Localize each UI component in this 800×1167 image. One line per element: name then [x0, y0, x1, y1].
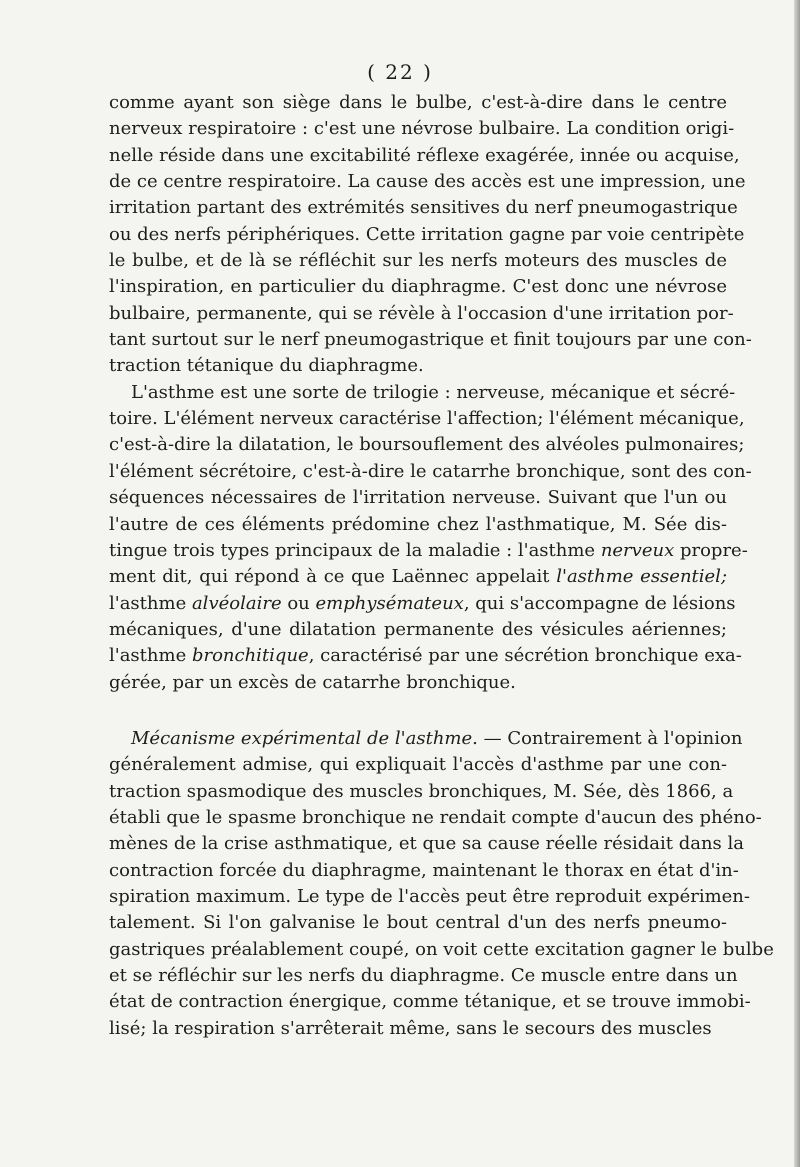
text-line: [109, 248, 727, 274]
text-line: [109, 222, 745, 248]
italic-text: l'asthme essentiel;: [556, 566, 728, 588]
text-line: [109, 752, 727, 778]
text-line: [109, 432, 745, 458]
text-run: l'asthme: [109, 592, 192, 614]
text-line: [109, 591, 736, 617]
text-line: [109, 512, 727, 538]
paragraph: [109, 726, 774, 1042]
text-line: [109, 195, 738, 221]
text-run: le bulbe, et de là se réfléchit sur les nerfs moteurs des muscles de: [109, 250, 727, 272]
body-text: [109, 90, 774, 1042]
text-run: nerveux respiratoire : c'est une névrose bulbaire. La condition origi-: [109, 118, 735, 140]
text-run: l'élément sécrétoire, c'est-à-dire le catarrhe bronchique, sont des con-: [109, 460, 752, 482]
text-line: [109, 143, 740, 169]
text-run: , qui s'accompagne de lésions: [463, 592, 736, 614]
text-line: [109, 274, 727, 300]
text-run: irritation partant des extrémités sensitives du nerf pneumogastrique: [109, 197, 738, 219]
text-line: [109, 989, 751, 1015]
text-line: [109, 831, 744, 857]
text-run: toire. L'élément nerveux caractérise l'affection; l'élément mécanique,: [109, 408, 745, 430]
text-line: [109, 353, 727, 379]
text-run: contraction forcée du diaphragme, maintenant le thorax en état d'in-: [109, 859, 739, 881]
text-line: [109, 858, 739, 884]
text-run: gérée, par un excès de catarrhe bronchique.: [109, 671, 516, 693]
italic-text: nerveux: [600, 539, 675, 561]
text-line: [109, 937, 774, 963]
text-run: talement. Si l'on galvanise le bout central d'un des nerfs pneumo-: [109, 912, 727, 934]
text-line: [109, 726, 743, 752]
italic-text: emphysémateux: [315, 592, 464, 614]
text-line: [109, 301, 734, 327]
text-line: [109, 884, 750, 910]
text-line: [109, 779, 734, 805]
text-line: [109, 670, 727, 696]
text-run: tant surtout sur le nerf pneumogastrique et finit toujours par une con-: [109, 329, 752, 351]
text-run: ment dit, qui répond à ce que Laënnec appelait: [109, 566, 557, 588]
text-run: comme ayant son siège dans le bulbe, c'est-à-dire dans le centre: [109, 92, 727, 113]
text-run: spiration maximum. Le type de l'accès peut être reproduit expérimen-: [109, 885, 750, 907]
text-line: [109, 963, 738, 989]
text-line: [109, 643, 742, 669]
text-run: mènes de la crise asthmatique, et que sa cause réelle résidait dans la: [109, 833, 744, 855]
text-run: de ce centre respiratoire. La cause des accès est une impression, une: [109, 171, 746, 193]
page-number: ( 22 ): [367, 60, 433, 84]
text-run: bulbaire, permanente, qui se révèle à l'occasion d'une irritation por-: [109, 302, 734, 324]
text-line: [109, 90, 727, 116]
page-edge-shadow: [794, 0, 800, 1167]
text-run: et se réfléchir sur les nerfs du diaphragme. Ce muscle entre dans un: [109, 965, 738, 986]
text-line: [109, 1016, 727, 1042]
text-run: l'asthme: [109, 645, 192, 667]
text-run: traction tétanique du diaphragme.: [109, 355, 424, 377]
text-run: gastriques préalablement coupé, on voit cette excitation gagner le bulbe: [109, 938, 774, 960]
text-run: propre-: [674, 539, 748, 561]
text-run: généralement admise, qui expliquait l'accès d'asthme par une con-: [109, 754, 727, 776]
text-run: lisé; la respiration s'arrêterait même, sans le secours des muscles: [109, 1017, 712, 1039]
text-run: , caractérisé par une sécrétion bronchique exa-: [308, 645, 742, 667]
paragraph: [109, 90, 752, 380]
text-run: L'asthme est une sorte de trilogie : nerveuse, mécanique et sécré-: [131, 381, 736, 403]
italic-text: Mécanisme expérimental de l'asthme.: [131, 727, 478, 749]
text-line: [109, 564, 727, 590]
text-run: l'autre de ces éléments prédomine chez l'asthmatique, M. Sée dis-: [109, 513, 727, 535]
paragraph: [109, 380, 752, 696]
text-run: mécaniques, d'une dilatation permanente des vésicules aériennes;: [109, 618, 727, 640]
text-run: l'inspiration, en particulier du diaphragme. C'est donc une névrose: [109, 276, 727, 298]
text-line: [109, 910, 727, 936]
text-run: traction spasmodique des muscles bronchiques, M. Sée, dès 1866, a: [109, 780, 734, 802]
text-line: [109, 116, 735, 142]
text-line: [109, 380, 736, 406]
text-line: [109, 485, 727, 511]
text-line: [109, 805, 762, 831]
text-run: nelle réside dans une excitabilité réflexe exagérée, innée ou acquise,: [109, 144, 740, 166]
text-run: état de contraction énergique, comme tétanique, et se trouve immobi-: [109, 991, 751, 1013]
text-line: [109, 169, 746, 195]
text-run: séquences nécessaires de l'irritation nerveuse. Suivant que l'un ou: [109, 487, 727, 509]
text-run: établi que le spasme bronchique ne rendait compte d'aucun des phéno-: [109, 806, 762, 828]
text-run: ou: [281, 592, 316, 614]
italic-text: bronchitique: [191, 645, 309, 667]
text-line: [109, 617, 727, 643]
text-line: [109, 406, 745, 432]
text-run: ou des nerfs périphériques. Cette irritation gagne par voie centripète: [109, 223, 745, 245]
text-line: [109, 459, 752, 485]
text-line: [109, 538, 748, 564]
text-run: c'est-à-dire la dilatation, le boursouflement des alvéoles pulmonaires;: [109, 434, 745, 456]
text-run: tingue trois types principaux de la maladie : l'asthme: [109, 539, 601, 561]
italic-text: alvéolaire: [191, 592, 282, 614]
text-line: [109, 327, 752, 353]
text-run: — Contrairement à l'opinion: [477, 727, 743, 749]
